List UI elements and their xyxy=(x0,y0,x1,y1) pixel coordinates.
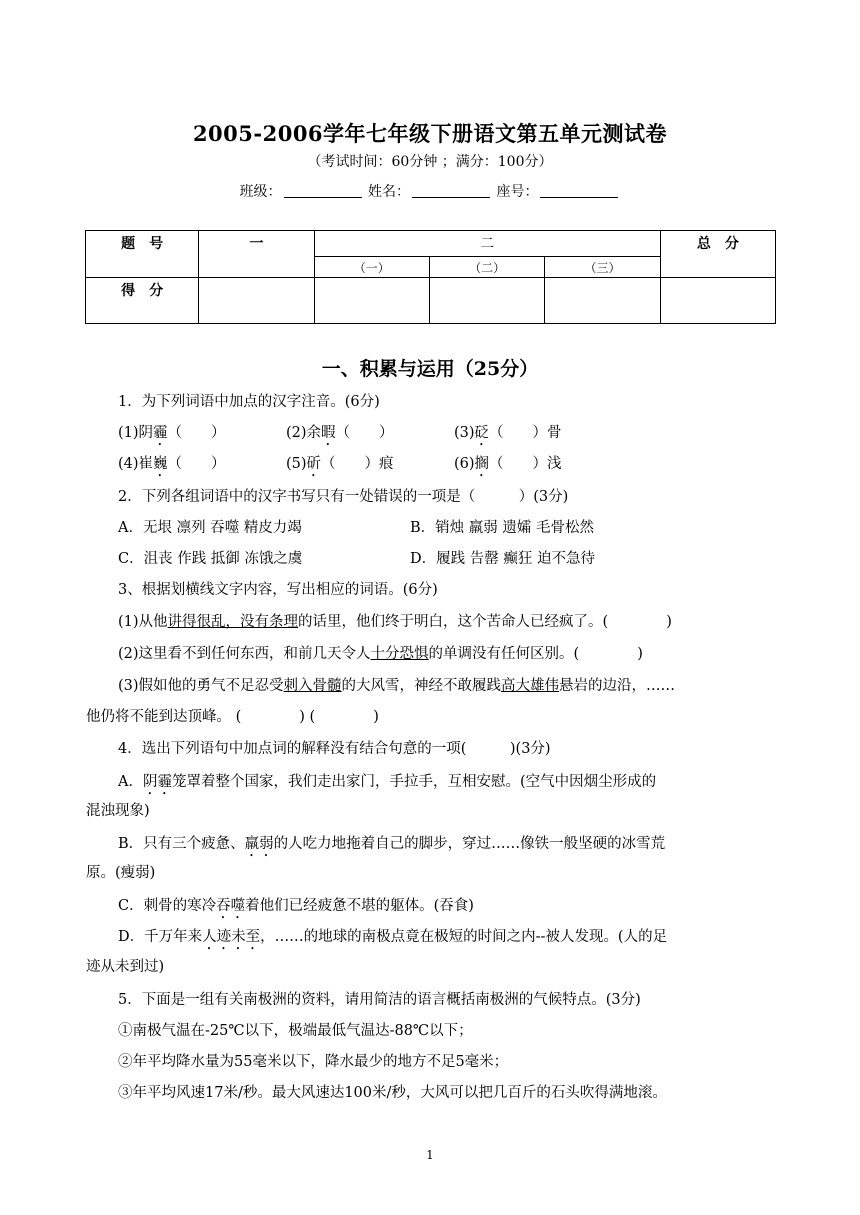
score-cell-1[interactable] xyxy=(199,278,314,324)
class-label: 班级： xyxy=(239,184,282,200)
q5-item-2: ②年平均降水量为55毫米以下，降水最少的地方不足5毫米； xyxy=(118,1054,509,1070)
cell-score-label: 得 分 xyxy=(86,278,199,324)
seat-blank[interactable] xyxy=(540,183,618,198)
cell-part-one: 一 xyxy=(199,231,314,278)
page-number: 1 xyxy=(426,1148,434,1162)
name-blank[interactable] xyxy=(412,183,490,198)
q4-option-a: A．阴霾笼罩着整个国家，我们走出家门，手拉手，互相安慰。(空气中因烟尘形成的 xyxy=(118,774,657,790)
q4-option-d: D．千万年来人迹未至，……的地球的南极点竟在极短的时间之内--被人发现。(人的足 xyxy=(118,929,668,945)
score-cell-4[interactable] xyxy=(545,278,660,324)
q5-item-1: ①南极气温在-25℃以下，极端最低气温达-88℃以下； xyxy=(118,1023,473,1039)
class-blank[interactable] xyxy=(284,183,362,198)
q3-sentence-1: (1)从他讲得很乱，没有条理的话里，他们终于明白，这个苦命人已经疯了。( ) xyxy=(118,614,672,630)
student-info-line xyxy=(0,181,860,201)
q5-item-3: ③年平均风速17米/秒。最大风速达100米/秒，大风可以把几百斤的石头吹得满地滚。 xyxy=(118,1085,667,1101)
dotted-char: 搁 xyxy=(474,456,490,472)
score-cell-total[interactable] xyxy=(660,278,775,324)
q1-item3: (3)砭（ ）骨 xyxy=(454,425,562,441)
q2-stem: 2．下列各组词语中的汉字书写只有一处错误的一项是（ ）(3分) xyxy=(118,489,569,505)
dotted-char: 砭 xyxy=(474,425,490,441)
q4-option-b-cont: 原。(瘦弱) xyxy=(86,865,156,881)
q3-sentence-3-cont: 他仍将不能到达顶峰。 ( ) ( ) xyxy=(86,709,379,725)
name-label: 姓名： xyxy=(368,184,410,200)
q1-item5: (5)斫（ ）痕 xyxy=(286,456,394,472)
q4-option-b: B．只有三个疲惫、羸弱的人吃力地拖着自己的脚步，穿过……像铁一般坚硬的冰雪荒 xyxy=(118,836,666,852)
score-cell-3[interactable] xyxy=(429,278,544,324)
score-table xyxy=(85,230,776,324)
cell-sub-1: （一） xyxy=(314,257,429,278)
q4-option-d-cont: 迹从未到过) xyxy=(86,959,165,975)
q3-sentence-2: (2)这里看不到任何东西，和前几天令人十分恐惧的单调没有任何区别。( ) xyxy=(118,646,643,662)
q1-row2: (4)崔巍（ ） xyxy=(118,456,226,472)
q1-item2: (2)余暇（ ） xyxy=(286,425,394,441)
exam-title: 2005-2006学年七年级下册语文第五单元测试卷 xyxy=(192,121,668,146)
cell-sub-2: （二） xyxy=(429,257,544,278)
dotted-char: 巍 xyxy=(153,456,168,472)
seat-label: 座号： xyxy=(496,184,539,200)
cell-total-header: 总 分 xyxy=(660,231,775,278)
q1-item6: (6)搁（ ）浅 xyxy=(454,456,562,472)
dotted-char: 霾 xyxy=(153,425,168,441)
exam-subtitle: （考试时间：60分钟 ；满分：100分） xyxy=(307,154,553,170)
q4-option-a-cont: 混浊现象) xyxy=(86,803,150,819)
cell-question-header: 题 号 xyxy=(86,231,199,278)
q2-option-b: B．销烛 羸弱 遗孀 毛骨松然 xyxy=(410,520,594,536)
cell-sub-3: （三） xyxy=(545,257,660,278)
q4-stem: 4．选出下列语句中加点词的解释没有结合句意的一项( )(3分) xyxy=(118,741,551,757)
section-title: 一、积累与运用（25分） xyxy=(321,358,539,380)
q5-stem: 5．下面是一组有关南极洲的资料，请用简洁的语言概括南极洲的气候特点。(3分) xyxy=(118,992,641,1008)
dotted-char: 暇 xyxy=(321,425,336,441)
cell-part-two: 二 xyxy=(314,231,660,257)
q1-row1: (1)阴霾（ ） xyxy=(118,425,226,441)
q4-option-c: C．刺骨的寒冷吞噬着他们已经疲惫不堪的躯体。(吞食) xyxy=(118,898,474,914)
q2-option-d: D．履践 告罄 癫狂 迫不急待 xyxy=(410,551,595,567)
score-cell-2[interactable] xyxy=(314,278,429,324)
q1-stem: 1．为下列词语中加点的汉字注音。(6分) xyxy=(118,394,380,410)
q3-stem: 3、根据划横线文字内容，写出相应的词语。(6分) xyxy=(118,582,438,598)
dotted-char: 斫 xyxy=(306,456,322,472)
q2-option-c: C．沮丧 作践 抵御 冻饿之虞 xyxy=(118,551,303,567)
q2-option-a: A．无垠 凛列 吞噬 精皮力竭 xyxy=(118,520,302,536)
q3-sentence-3: (3)假如他的勇气不足忍受刺入骨髓的大风雪，神经不敢履践高大雄伟悬岩的边沿，…… xyxy=(118,678,676,694)
